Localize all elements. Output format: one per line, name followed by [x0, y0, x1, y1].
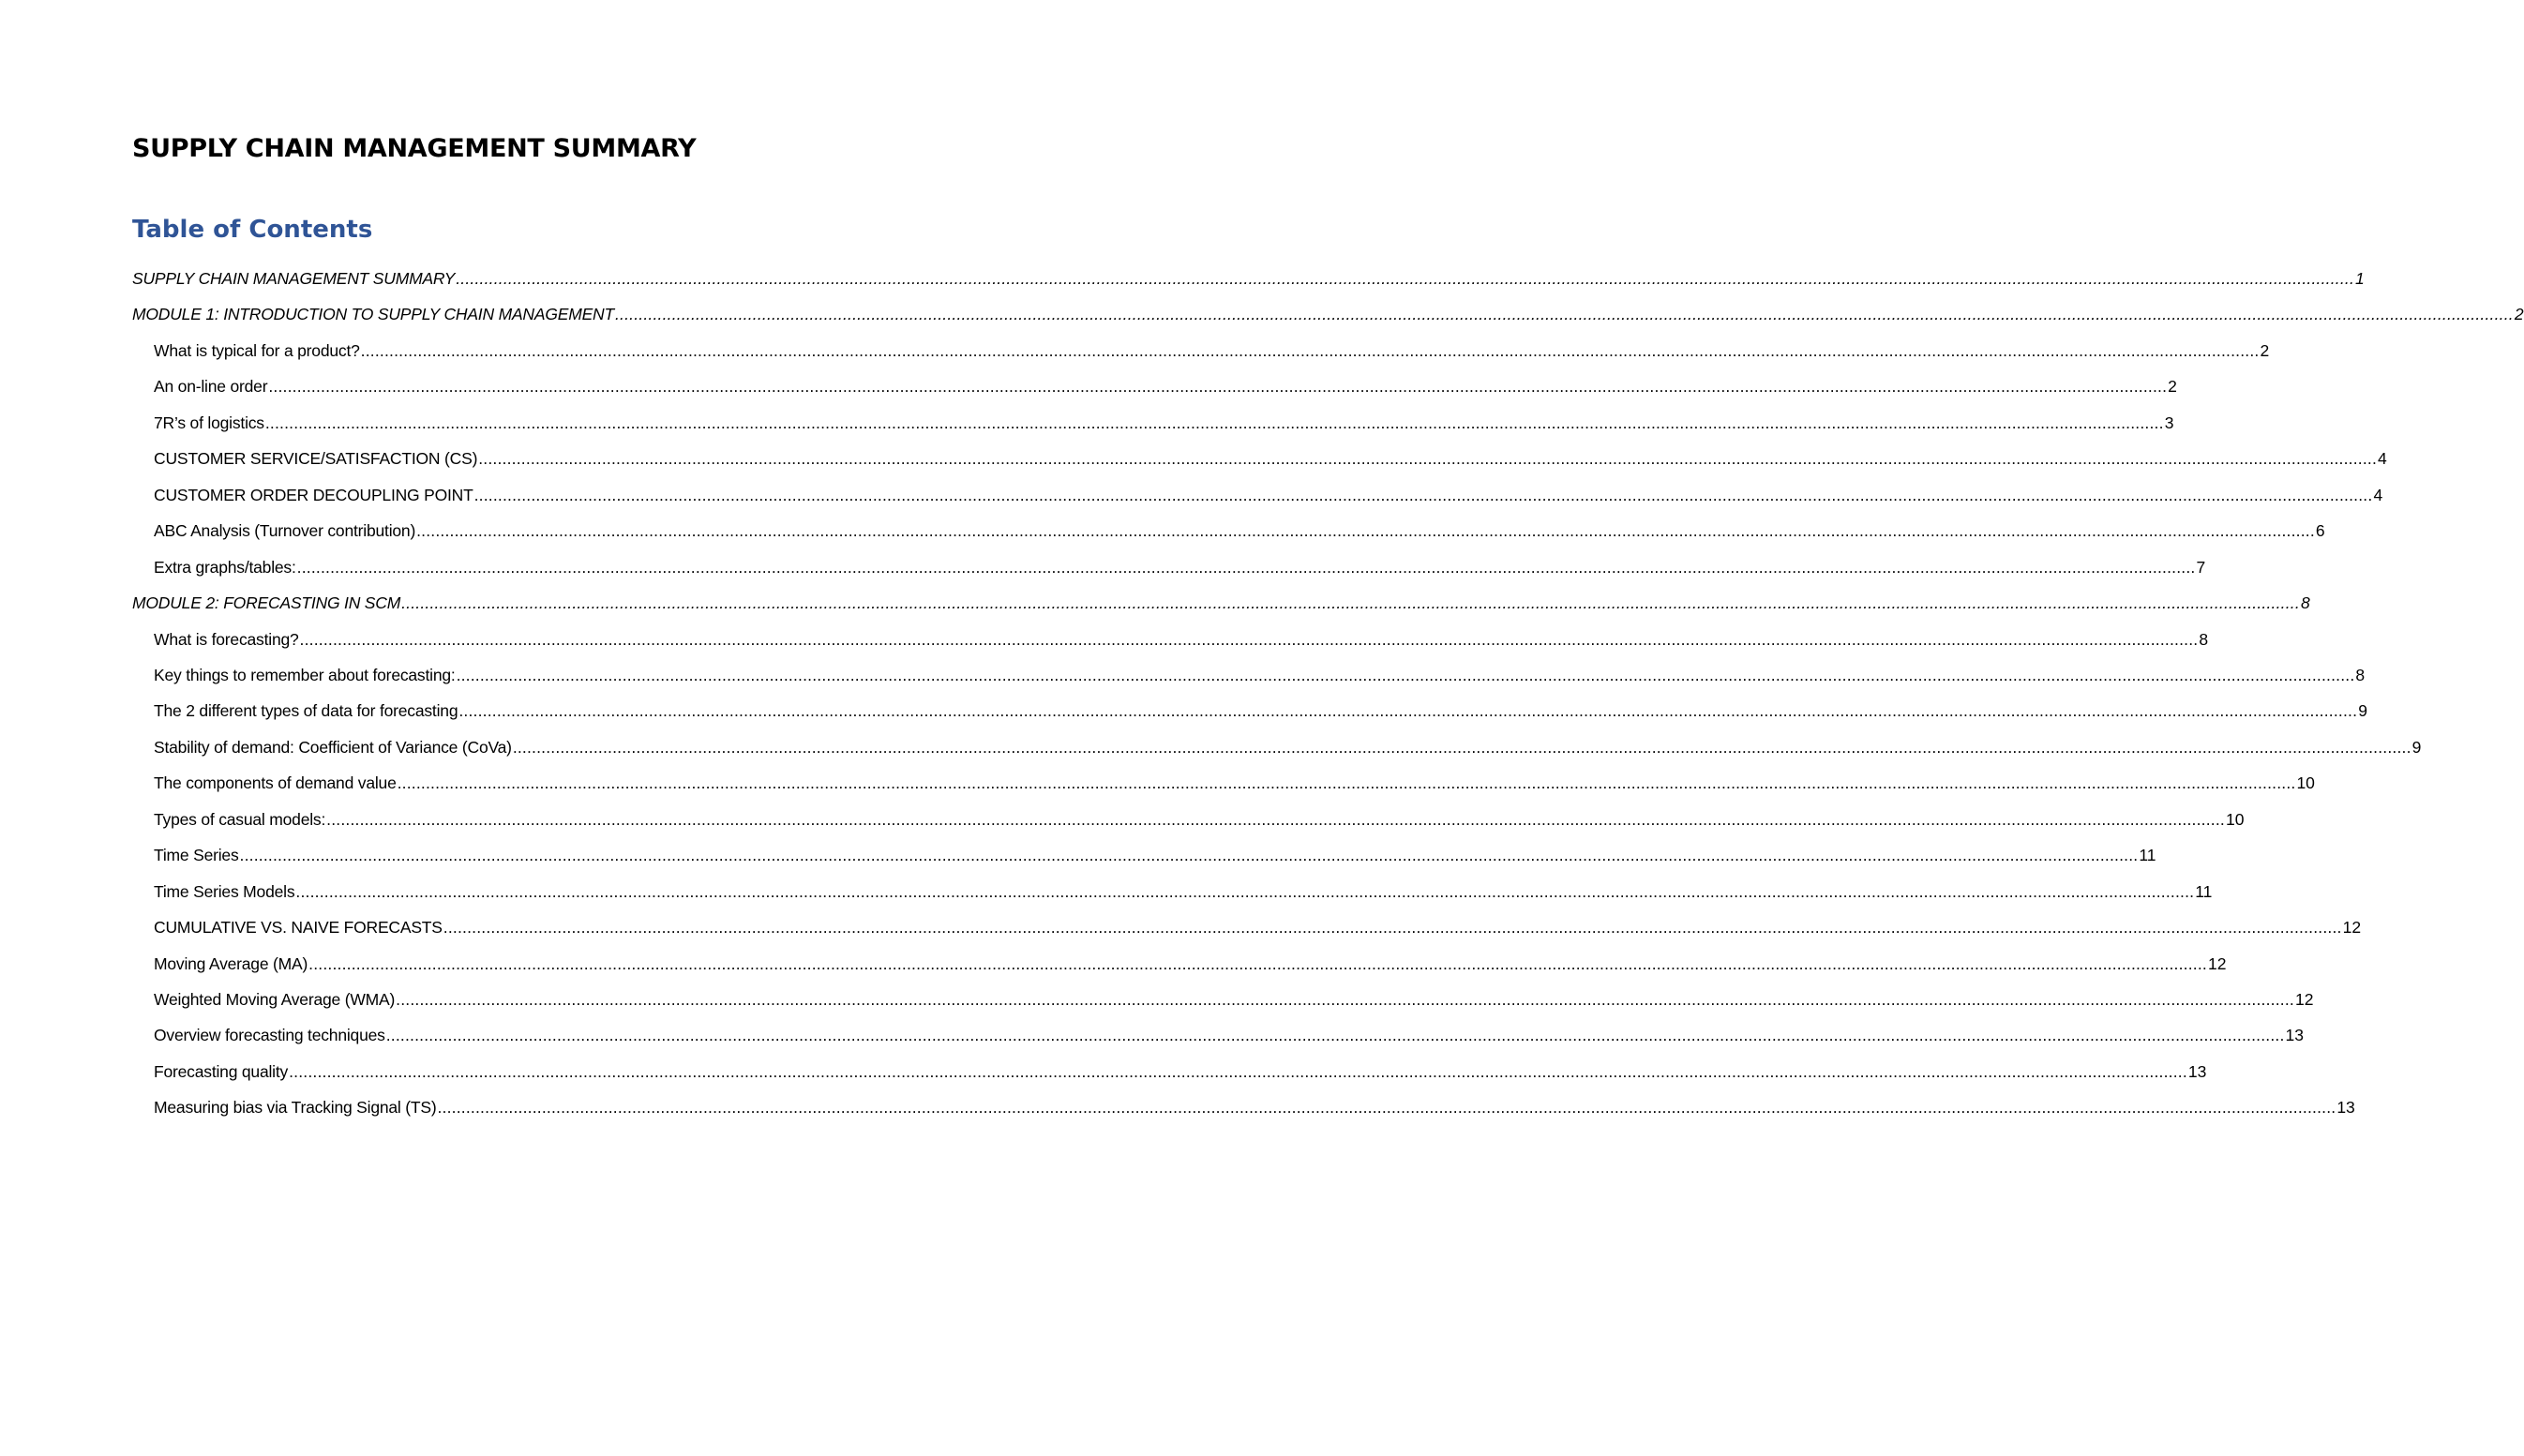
toc-dot-leader: ................................................................................................................................................................................................................................................................................................................................................................................................................ [239, 846, 2139, 865]
toc-page-number: 13 [2187, 1061, 2207, 1081]
toc-page-number: 11 [2195, 881, 2213, 901]
toc-entry-text: SUPPLY CHAIN MANAGEMENT SUMMARY [132, 269, 456, 288]
toc-entry-text: Extra graphs/tables: [154, 557, 296, 577]
toc-entry[interactable] [154, 733, 2422, 758]
toc-entry[interactable] [132, 300, 2524, 324]
toc-dot-leader: ................................................................................................................................................................................................................................................................................................................................................................................................................ [416, 521, 2315, 541]
toc-entry-text: ABC Analysis (Turnover contribution) [154, 521, 416, 541]
toc-dot-leader: ................................................................................................................................................................................................................................................................................................................................................................................................................ [289, 1061, 2187, 1081]
toc-dot-leader: ................................................................................................................................................................................................................................................................................................................................................................................................................ [401, 593, 2300, 613]
toc-entry-text: Forecasting quality [154, 1061, 289, 1081]
toc-entry-text: CUMULATIVE VS. NAIVE FORECASTS [154, 918, 443, 938]
toc-entry[interactable] [154, 517, 2325, 541]
toc-dot-leader: ................................................................................................................................................................................................................................................................................................................................................................................................................ [458, 701, 2358, 721]
toc-entry[interactable] [154, 769, 2315, 793]
toc-dot-leader: ................................................................................................................................................................................................................................................................................................................................................................................................................ [360, 340, 2260, 360]
toc-entry[interactable] [154, 805, 2245, 830]
toc-page-number: 9 [2411, 737, 2422, 757]
toc-dot-leader: ................................................................................................................................................................................................................................................................................................................................................................................................................ [299, 629, 2199, 649]
toc-page-number: 12 [2342, 918, 2362, 938]
toc-entry-text: What is typical for a product? [154, 340, 360, 360]
toc-entry[interactable] [154, 985, 2314, 1010]
toc-page-number: 4 [2378, 449, 2387, 469]
toc-dot-leader: ................................................................................................................................................................................................................................................................................................................................................................................................................ [456, 665, 2355, 684]
toc-entry-text: The 2 different types of data for forecasting [154, 701, 458, 721]
toc-entry[interactable] [154, 1093, 2355, 1118]
toc-dot-leader: ................................................................................................................................................................................................................................................................................................................................................................................................................ [296, 557, 2196, 577]
document-title: SUPPLY CHAIN MANAGEMENT SUMMARY [132, 134, 697, 163]
toc-entry[interactable] [132, 264, 2365, 289]
toc-dot-leader: ................................................................................................................................................................................................................................................................................................................................................................................................................ [443, 918, 2342, 938]
toc-page-number: 9 [2358, 701, 2367, 721]
toc-dot-leader: ................................................................................................................................................................................................................................................................................................................................................................................................................ [308, 953, 2207, 973]
toc-entry[interactable] [154, 950, 2227, 974]
toc-entry[interactable] [154, 697, 2367, 721]
toc-dot-leader: ................................................................................................................................................................................................................................................................................................................................................................................................................ [268, 377, 2168, 397]
toc-page-number: 7 [2196, 557, 2206, 577]
toc-page-number: 8 [2355, 665, 2366, 684]
toc-dot-leader: ................................................................................................................................................................................................................................................................................................................................................................................................................ [295, 881, 2195, 901]
toc-entry-text: Moving Average (MA) [154, 953, 308, 973]
toc-dot-leader: ................................................................................................................................................................................................................................................................................................................................................................................................................ [473, 485, 2373, 504]
toc-entry-text: Time Series Models [154, 881, 295, 901]
toc-page-number: 13 [2285, 1026, 2305, 1045]
toc-entry[interactable] [154, 625, 2209, 650]
toc-entry-text: CUSTOMER ORDER DECOUPLING POINT [154, 485, 473, 504]
toc-entry-text: 7R’s of logistics [154, 413, 264, 432]
toc-page-number: 2 [2260, 340, 2270, 360]
toc-entry-text: MODULE 1: INTRODUCTION TO SUPPLY CHAIN MANAGEMENT [132, 305, 614, 324]
toc-entry[interactable] [154, 661, 2366, 685]
toc-entry-text: Types of casual models: [154, 809, 326, 829]
toc-entry[interactable] [154, 1021, 2305, 1045]
toc-entry-text: The components of demand value [154, 773, 397, 793]
toc-entry[interactable] [154, 1058, 2207, 1082]
toc-entry[interactable] [132, 589, 2310, 613]
toc-page-number: 2 [2168, 377, 2177, 397]
toc-dot-leader: ................................................................................................................................................................................................................................................................................................................................................................................................................ [437, 1098, 2336, 1118]
toc-page-number: 10 [2225, 809, 2245, 829]
toc-heading: Table of Contents [132, 216, 373, 244]
toc-page-number: 2 [2514, 305, 2524, 324]
toc-entry-text: An on-line order [154, 377, 268, 397]
toc-page-number: 12 [2207, 953, 2227, 973]
toc-page-number: 4 [2373, 485, 2383, 504]
toc-dot-leader: ................................................................................................................................................................................................................................................................................................................................................................................................................ [264, 413, 2164, 432]
toc-dot-leader: ................................................................................................................................................................................................................................................................................................................................................................................................................ [512, 737, 2411, 757]
toc-entry-text: Stability of demand: Coefficient of Variance (CoVa) [154, 737, 512, 757]
toc-page-number: 1 [2355, 269, 2365, 288]
toc-dot-leader: ................................................................................................................................................................................................................................................................................................................................................................................................................ [326, 809, 2225, 829]
toc-page-number: 3 [2164, 413, 2174, 432]
toc-entry-text: MODULE 2: FORECASTING IN SCM [132, 593, 401, 613]
toc-entry[interactable] [154, 444, 2387, 469]
toc-entry[interactable] [154, 409, 2174, 433]
toc-page-number: 11 [2139, 846, 2156, 865]
toc-page-number: 6 [2315, 521, 2325, 541]
toc-entry-text: CUSTOMER SERVICE/SATISFACTION (CS) [154, 449, 478, 469]
toc-page-number: 12 [2294, 990, 2314, 1009]
toc-entry-text: Overview forecasting techniques [154, 1026, 385, 1045]
toc-entry-text: Measuring bias via Tracking Signal (TS) [154, 1098, 437, 1118]
toc-entry[interactable] [154, 913, 2362, 938]
toc-entry-text: Time Series [154, 846, 239, 865]
toc-entry[interactable] [154, 553, 2206, 578]
toc-page-number: 13 [2336, 1098, 2355, 1118]
toc-page-number: 8 [2199, 629, 2209, 649]
toc-entry[interactable] [154, 372, 2177, 397]
toc-dot-leader: ................................................................................................................................................................................................................................................................................................................................................................................................................ [478, 449, 2378, 469]
toc-page-number: 10 [2296, 773, 2315, 793]
toc-dot-leader: ................................................................................................................................................................................................................................................................................................................................................................................................................ [396, 990, 2294, 1009]
toc-entry[interactable] [154, 878, 2213, 902]
toc-dot-leader: ................................................................................................................................................................................................................................................................................................................................................................................................................ [615, 305, 2514, 324]
toc-dot-leader: ................................................................................................................................................................................................................................................................................................................................................................................................................ [385, 1026, 2285, 1045]
toc-entry-text: Key things to remember about forecasting: [154, 665, 456, 684]
toc-entry-text: Weighted Moving Average (WMA) [154, 990, 396, 1009]
toc-dot-leader: ................................................................................................................................................................................................................................................................................................................................................................................................................ [456, 269, 2355, 288]
toc-dot-leader: ................................................................................................................................................................................................................................................................................................................................................................................................................ [397, 773, 2296, 793]
toc-entry[interactable] [154, 337, 2270, 361]
toc-entry[interactable] [154, 841, 2156, 865]
toc-page-number: 8 [2300, 593, 2310, 613]
toc-entry-text: What is forecasting? [154, 629, 299, 649]
toc-entry[interactable] [154, 481, 2383, 505]
